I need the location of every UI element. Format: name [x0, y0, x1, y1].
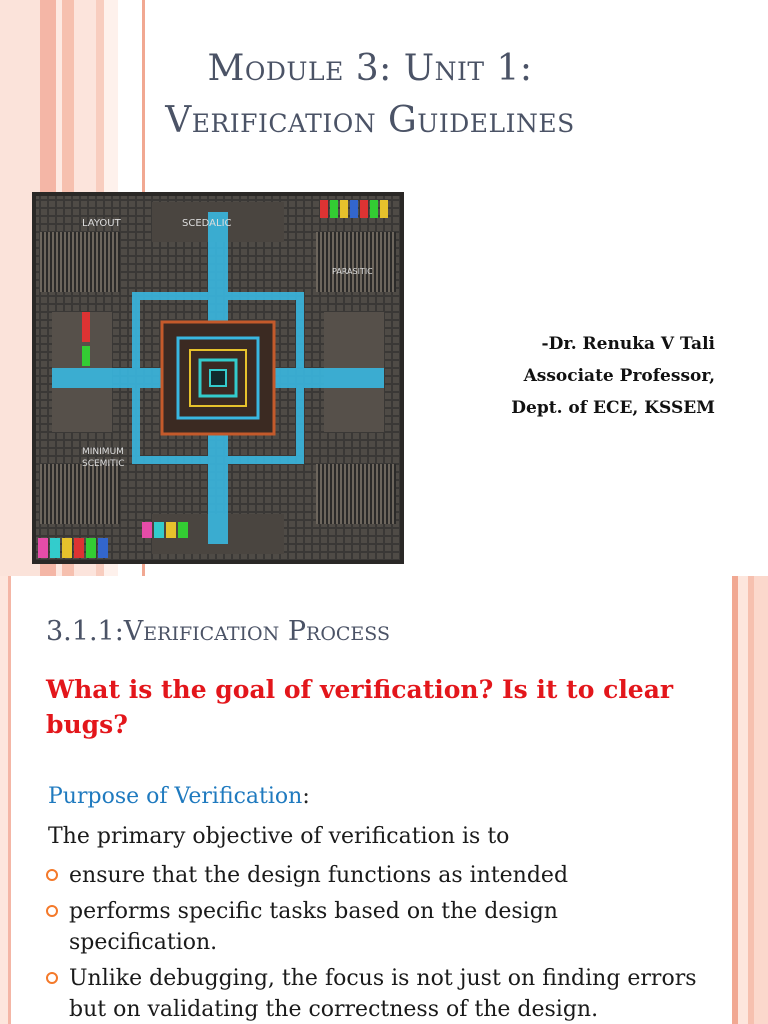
chip-label: PARASITIC	[332, 267, 373, 276]
decor-stripe	[738, 576, 748, 1024]
purpose-colon: :	[302, 784, 310, 809]
decor-stripe	[0, 576, 8, 1024]
bullet-ring-icon	[46, 869, 58, 881]
author-role: Associate Professor,	[523, 366, 715, 386]
list-item	[46, 896, 706, 958]
bullet-ring-icon	[46, 905, 58, 917]
bullet-text: performs specific tasks based on the design specification.	[69, 899, 558, 955]
slide-content	[0, 576, 768, 1024]
bullet-ring-icon	[46, 972, 58, 984]
list-item	[46, 860, 706, 891]
bullet-text: ensure that the design functions as intended	[69, 863, 569, 888]
slide-title-line-2: Verification Guidelines	[165, 100, 575, 141]
chip-label: LAYOUT	[82, 218, 121, 229]
decor-stripe	[8, 576, 11, 1024]
purpose-label: Purpose of Verification	[48, 784, 303, 809]
decor-stripe	[754, 576, 768, 1024]
slide-title-line-1: Module 3: Unit 1:	[207, 48, 533, 89]
author-dept: Dept. of ECE, KSSEM	[511, 398, 715, 418]
chip-label: SCEDALIC	[182, 218, 232, 229]
list-item	[46, 963, 706, 1024]
section-heading: 3.1.1:Verification Process	[46, 616, 391, 647]
goal-question: What is the goal of verification? Is it to clear bugs?	[46, 675, 674, 739]
chip-layout-image	[32, 192, 404, 564]
intro-text: The primary objective of verification is to	[48, 824, 510, 849]
chip-label: MINIMUM	[82, 447, 124, 457]
purpose-heading	[48, 784, 310, 809]
bullet-list	[46, 860, 706, 1024]
chip-label: SCEMITIC	[82, 459, 125, 469]
bullet-text: Unlike debugging, the focus is not just on finding errors but on validating the correctness of the design.	[69, 966, 697, 1022]
author-name: -Dr. Renuka V Tali	[541, 334, 715, 354]
